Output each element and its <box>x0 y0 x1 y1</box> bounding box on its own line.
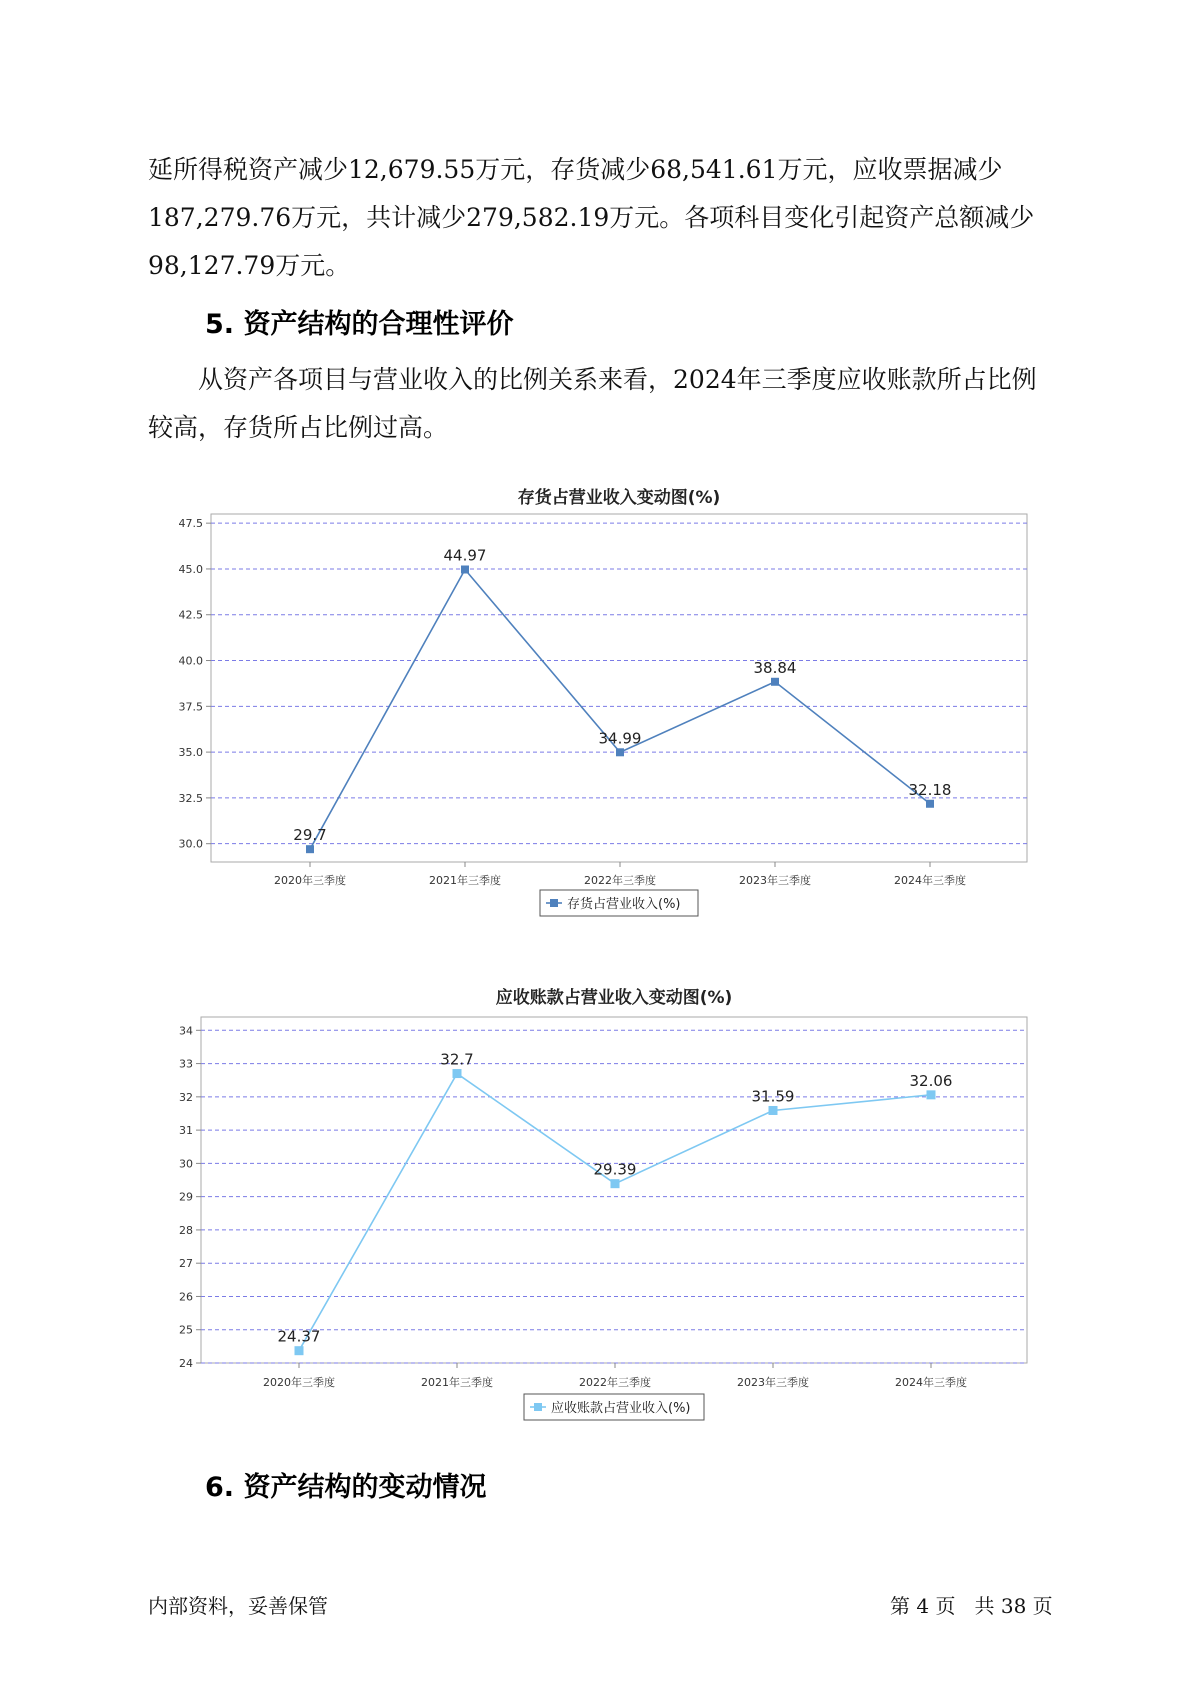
data-label: 34.99 <box>598 729 642 748</box>
data-point <box>927 1090 936 1099</box>
legend-label: 存货占营业收入(%) <box>567 897 681 912</box>
x-tick-label: 2022年三季度 <box>584 874 656 887</box>
y-tick-label: 31 <box>179 1124 193 1138</box>
y-tick-label: 26 <box>179 1290 193 1304</box>
section-heading-6: 6. 资产结构的变动情况 <box>205 1472 487 1503</box>
x-tick-label: 2021年三季度 <box>421 1376 493 1389</box>
y-tick-label: 37.5 <box>178 700 203 714</box>
y-tick-label: 30 <box>179 1157 193 1171</box>
y-tick-label: 40.0 <box>178 654 203 668</box>
legend-marker <box>534 1403 542 1411</box>
x-tick-label: 2024年三季度 <box>895 1376 967 1389</box>
y-tick-label: 25 <box>179 1323 193 1337</box>
y-tick-label: 34 <box>179 1024 193 1038</box>
inventory-ratio-chart <box>0 470 1191 940</box>
y-tick-label: 32.5 <box>178 791 203 805</box>
data-point <box>926 800 934 808</box>
footer-page-number: 第 4 页 共 38 页 <box>890 1594 1053 1618</box>
data-label: 29.7 <box>293 826 327 845</box>
receivables-ratio-chart <box>0 970 1191 1440</box>
data-label: 44.97 <box>443 546 487 565</box>
y-tick-label: 28 <box>179 1223 193 1237</box>
data-point <box>771 678 779 686</box>
data-label: 32.7 <box>440 1050 474 1069</box>
y-tick-label: 29 <box>179 1190 193 1204</box>
y-tick-label: 24 <box>179 1357 193 1370</box>
y-tick-label: 32 <box>179 1090 193 1104</box>
y-tick-label: 27 <box>179 1257 193 1271</box>
data-point <box>306 845 314 853</box>
legend-marker <box>550 899 558 907</box>
data-point <box>611 1179 620 1188</box>
plot-area <box>201 1017 1027 1363</box>
x-tick-label: 2020年三季度 <box>274 874 346 887</box>
legend-label: 应收账款占营业收入(%) <box>551 1401 691 1416</box>
plot-area <box>211 514 1027 862</box>
chart-title: 存货占营业收入变动图(%) <box>517 488 721 508</box>
data-label: 24.37 <box>277 1327 321 1346</box>
data-point <box>461 565 469 573</box>
y-tick-label: 35.0 <box>178 746 203 760</box>
y-tick-label: 45.0 <box>178 562 203 576</box>
y-tick-label: 33 <box>179 1057 193 1071</box>
paragraph-asset-change: 延所得税资产减少12,679.55万元，存货减少68,541.61万元，应收票据减少187,279.76万元，共计减少279,582.19万元。各项科目变化引起资产总额减少98,127.79万元。 <box>148 155 1035 280</box>
data-point <box>769 1106 778 1115</box>
x-tick-label: 2022年三季度 <box>579 1376 651 1389</box>
data-label: 32.06 <box>909 1071 953 1090</box>
data-label: 29.39 <box>593 1160 637 1179</box>
data-point <box>453 1069 462 1078</box>
y-tick-label: 30.0 <box>178 837 203 851</box>
data-label: 38.84 <box>753 658 797 677</box>
x-tick-label: 2023年三季度 <box>737 1376 809 1389</box>
chart-title: 应收账款占营业收入变动图(%) <box>495 988 733 1008</box>
section-heading-5: 5. 资产结构的合理性评价 <box>205 309 514 340</box>
data-point <box>295 1346 304 1355</box>
y-tick-label: 42.5 <box>178 608 203 622</box>
x-tick-label: 2023年三季度 <box>739 874 811 887</box>
y-tick-label: 47.5 <box>178 517 203 531</box>
paragraph-asset-ratio: 从资产各项目与营业收入的比例关系来看，2024年三季度应收账款所占比例较高，存货所占比例过高。 <box>148 365 1037 442</box>
x-tick-label: 2021年三季度 <box>429 874 501 887</box>
data-point <box>616 748 624 756</box>
footer-left: 内部资料，妥善保管 <box>148 1594 328 1618</box>
x-tick-label: 2020年三季度 <box>263 1376 335 1389</box>
data-label: 32.18 <box>908 780 952 799</box>
data-label: 31.59 <box>751 1087 795 1106</box>
x-tick-label: 2024年三季度 <box>894 874 966 887</box>
